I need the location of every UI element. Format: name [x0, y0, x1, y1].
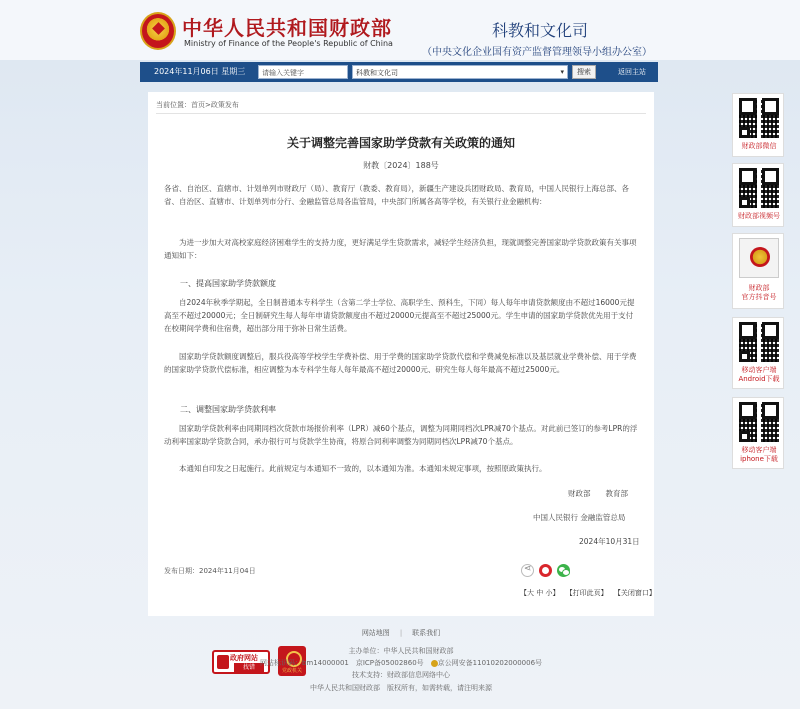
- qr-label: 移动客户端 Android下载: [738, 366, 780, 383]
- footer-links: [148, 628, 654, 638]
- footer-copyright: 中华人民共和国财政部 版权所有，如需转载，请注明来源: [310, 684, 492, 692]
- article-title: 关于调整完善国家助学贷款有关政策的通知: [286, 136, 515, 150]
- site-footer: [148, 620, 654, 709]
- contact-link[interactable]: 联系我们: [412, 629, 441, 637]
- qr-code-icon: [739, 402, 779, 442]
- article-container: [148, 92, 654, 616]
- qr-code-icon: [739, 168, 779, 208]
- section2-paragraph-1: 国家助学贷款利率由同期同档次贷款市场报价利率（LPR）减60个基点，调整为同期同档次LPR减70个基点。对此前已签订的参考LPR的浮动利率国家助学贷款合同，承办银行可与贷款学生协商，将原合同利率调整为同期同档次LPR减70个基点。: [164, 424, 638, 446]
- qr-card-android[interactable]: [732, 317, 784, 389]
- section1-paragraph-2: 国家助学贷款额度调整后，服兵役高等学校学生学费补偿、用于学费的国家助学贷款代偿和学费减免标准以及基层就业学费补偿、用于学费的国家助学贷款代偿标准，相应调整为本专科学生每人每年最高不超过20000元、研究生每人每年最高不超过25000元。: [164, 352, 637, 374]
- divider: [156, 113, 646, 114]
- department-title: 科教和文化司: [492, 21, 589, 40]
- section-heading-1: 一、提高国家助学贷款额度: [180, 279, 276, 288]
- qr-card-wechat[interactable]: [732, 93, 784, 157]
- qr-card-video[interactable]: [732, 163, 784, 227]
- qr-card-douyin[interactable]: [732, 233, 784, 309]
- current-date: 2024年11月06日 星期三: [154, 67, 246, 76]
- qr-code-icon: [739, 98, 779, 138]
- search-input[interactable]: 请输入关键字: [258, 65, 348, 79]
- qr-label: 财政部 官方抖音号: [741, 284, 777, 301]
- navigation-bar: [140, 62, 658, 82]
- document-number: 财教〔2024〕188号: [363, 161, 439, 170]
- section-heading-2: 二、调整国家助学贷款利率: [180, 405, 276, 414]
- font-size-control[interactable]: 【大 中 小】: [520, 589, 560, 597]
- search-scope-value: 科教和文化司: [356, 69, 398, 77]
- douyin-app-icon: [739, 238, 779, 278]
- print-page-link[interactable]: 【打印此页】: [565, 589, 608, 597]
- weibo-icon[interactable]: [539, 564, 552, 577]
- publish-date: 发布日期：2024年11月04日: [164, 567, 256, 575]
- department-subtitle: （中央文化企业国有资产监督管理领导小组办公室）: [422, 47, 652, 58]
- sitemap-link[interactable]: 网站地图: [361, 629, 390, 637]
- footer-tech-support: 技术支持：财政部信息网络中心: [352, 671, 450, 679]
- gov-badge-label: 政府网站: [230, 654, 258, 662]
- share-icon[interactable]: [521, 564, 534, 577]
- qr-label: 移动客户端 iphone下载: [740, 446, 778, 463]
- party-badge-label: 党政机关: [281, 668, 302, 674]
- site-name-cn[interactable]: 中华人民共和国财政部: [182, 16, 392, 40]
- breadcrumb[interactable]: 当前位置：首页>政策发布: [156, 101, 239, 109]
- footer-site-id: [148, 658, 654, 668]
- divider: |: [399, 629, 403, 637]
- share-bar: [521, 564, 581, 580]
- chevron-down-icon: ▾: [560, 68, 564, 76]
- close-window-link[interactable]: 【关闭窗口】: [613, 589, 656, 597]
- police-badge-icon: [431, 660, 438, 667]
- page-tools: [520, 588, 660, 598]
- gov-badge-action: 找错: [234, 663, 264, 672]
- site-header: [140, 8, 660, 60]
- wechat-icon[interactable]: [557, 564, 570, 577]
- qr-card-iphone[interactable]: [732, 397, 784, 469]
- return-home-link[interactable]: 返回主站: [618, 68, 646, 76]
- site-id-text: 网站标识码：bm14000001 京ICP备05002860号: [259, 659, 431, 667]
- section1-paragraph-1: 自2024年秋季学期起，全日制普通本专科学生（含第二学士学位、高职学生、预科生，下同）每人每年申请贷款额度由不超过16000元提高至不超过20000元；全日制研究生每人每年申请贷款额度由不超过20000元提高至不超过25000元。学生申请的国家助学贷款优先用于支付在校期间学费和住宿费，超出部分用于弥补日常生活费。: [164, 298, 635, 333]
- site-name-en: Ministry of Finance of the People's Republic of China: [184, 39, 393, 48]
- search-button[interactable]: 搜索: [572, 65, 596, 79]
- national-emblem-icon: [140, 12, 176, 50]
- sign-date: 2024年10月31日: [579, 537, 640, 546]
- qr-label: 财政部微信: [741, 142, 777, 150]
- addressees-paragraph: 各省、自治区、直辖市、计划单列市财政厅（局）、教育厅（教委、教育局），新疆生产建设兵团财政局、教育局，中国人民银行上海总部、各省、自治区、直辖市、计划单列市分行、金融监管总局各监管局，中央部门所属各高等学校，有关银行业金融机构：: [164, 184, 629, 206]
- qr-label: 财政部视频号: [738, 212, 780, 220]
- closing-paragraph: 本通知自印发之日起施行。此前规定与本通知不一致的，以本通知为准。本通知未规定事项，按照原政策执行。: [179, 464, 547, 473]
- signer-line-2: 中国人民银行 金融监管总局: [533, 513, 626, 522]
- qr-code-icon: [739, 322, 779, 362]
- police-record-link[interactable]: 京公网安备11010202000006号: [437, 659, 543, 667]
- search-scope-select[interactable]: [352, 65, 568, 79]
- signer-line-1: 财政部 教育部: [568, 489, 628, 498]
- intro-paragraph: 为进一步加大对高校家庭经济困难学生的支持力度，更好满足学生贷款需求，减轻学生经济负担，现就调整完善国家助学贷款政策有关事项通知如下：: [164, 238, 637, 260]
- footer-sponsor: 主办单位：中华人民共和国财政部: [348, 647, 454, 655]
